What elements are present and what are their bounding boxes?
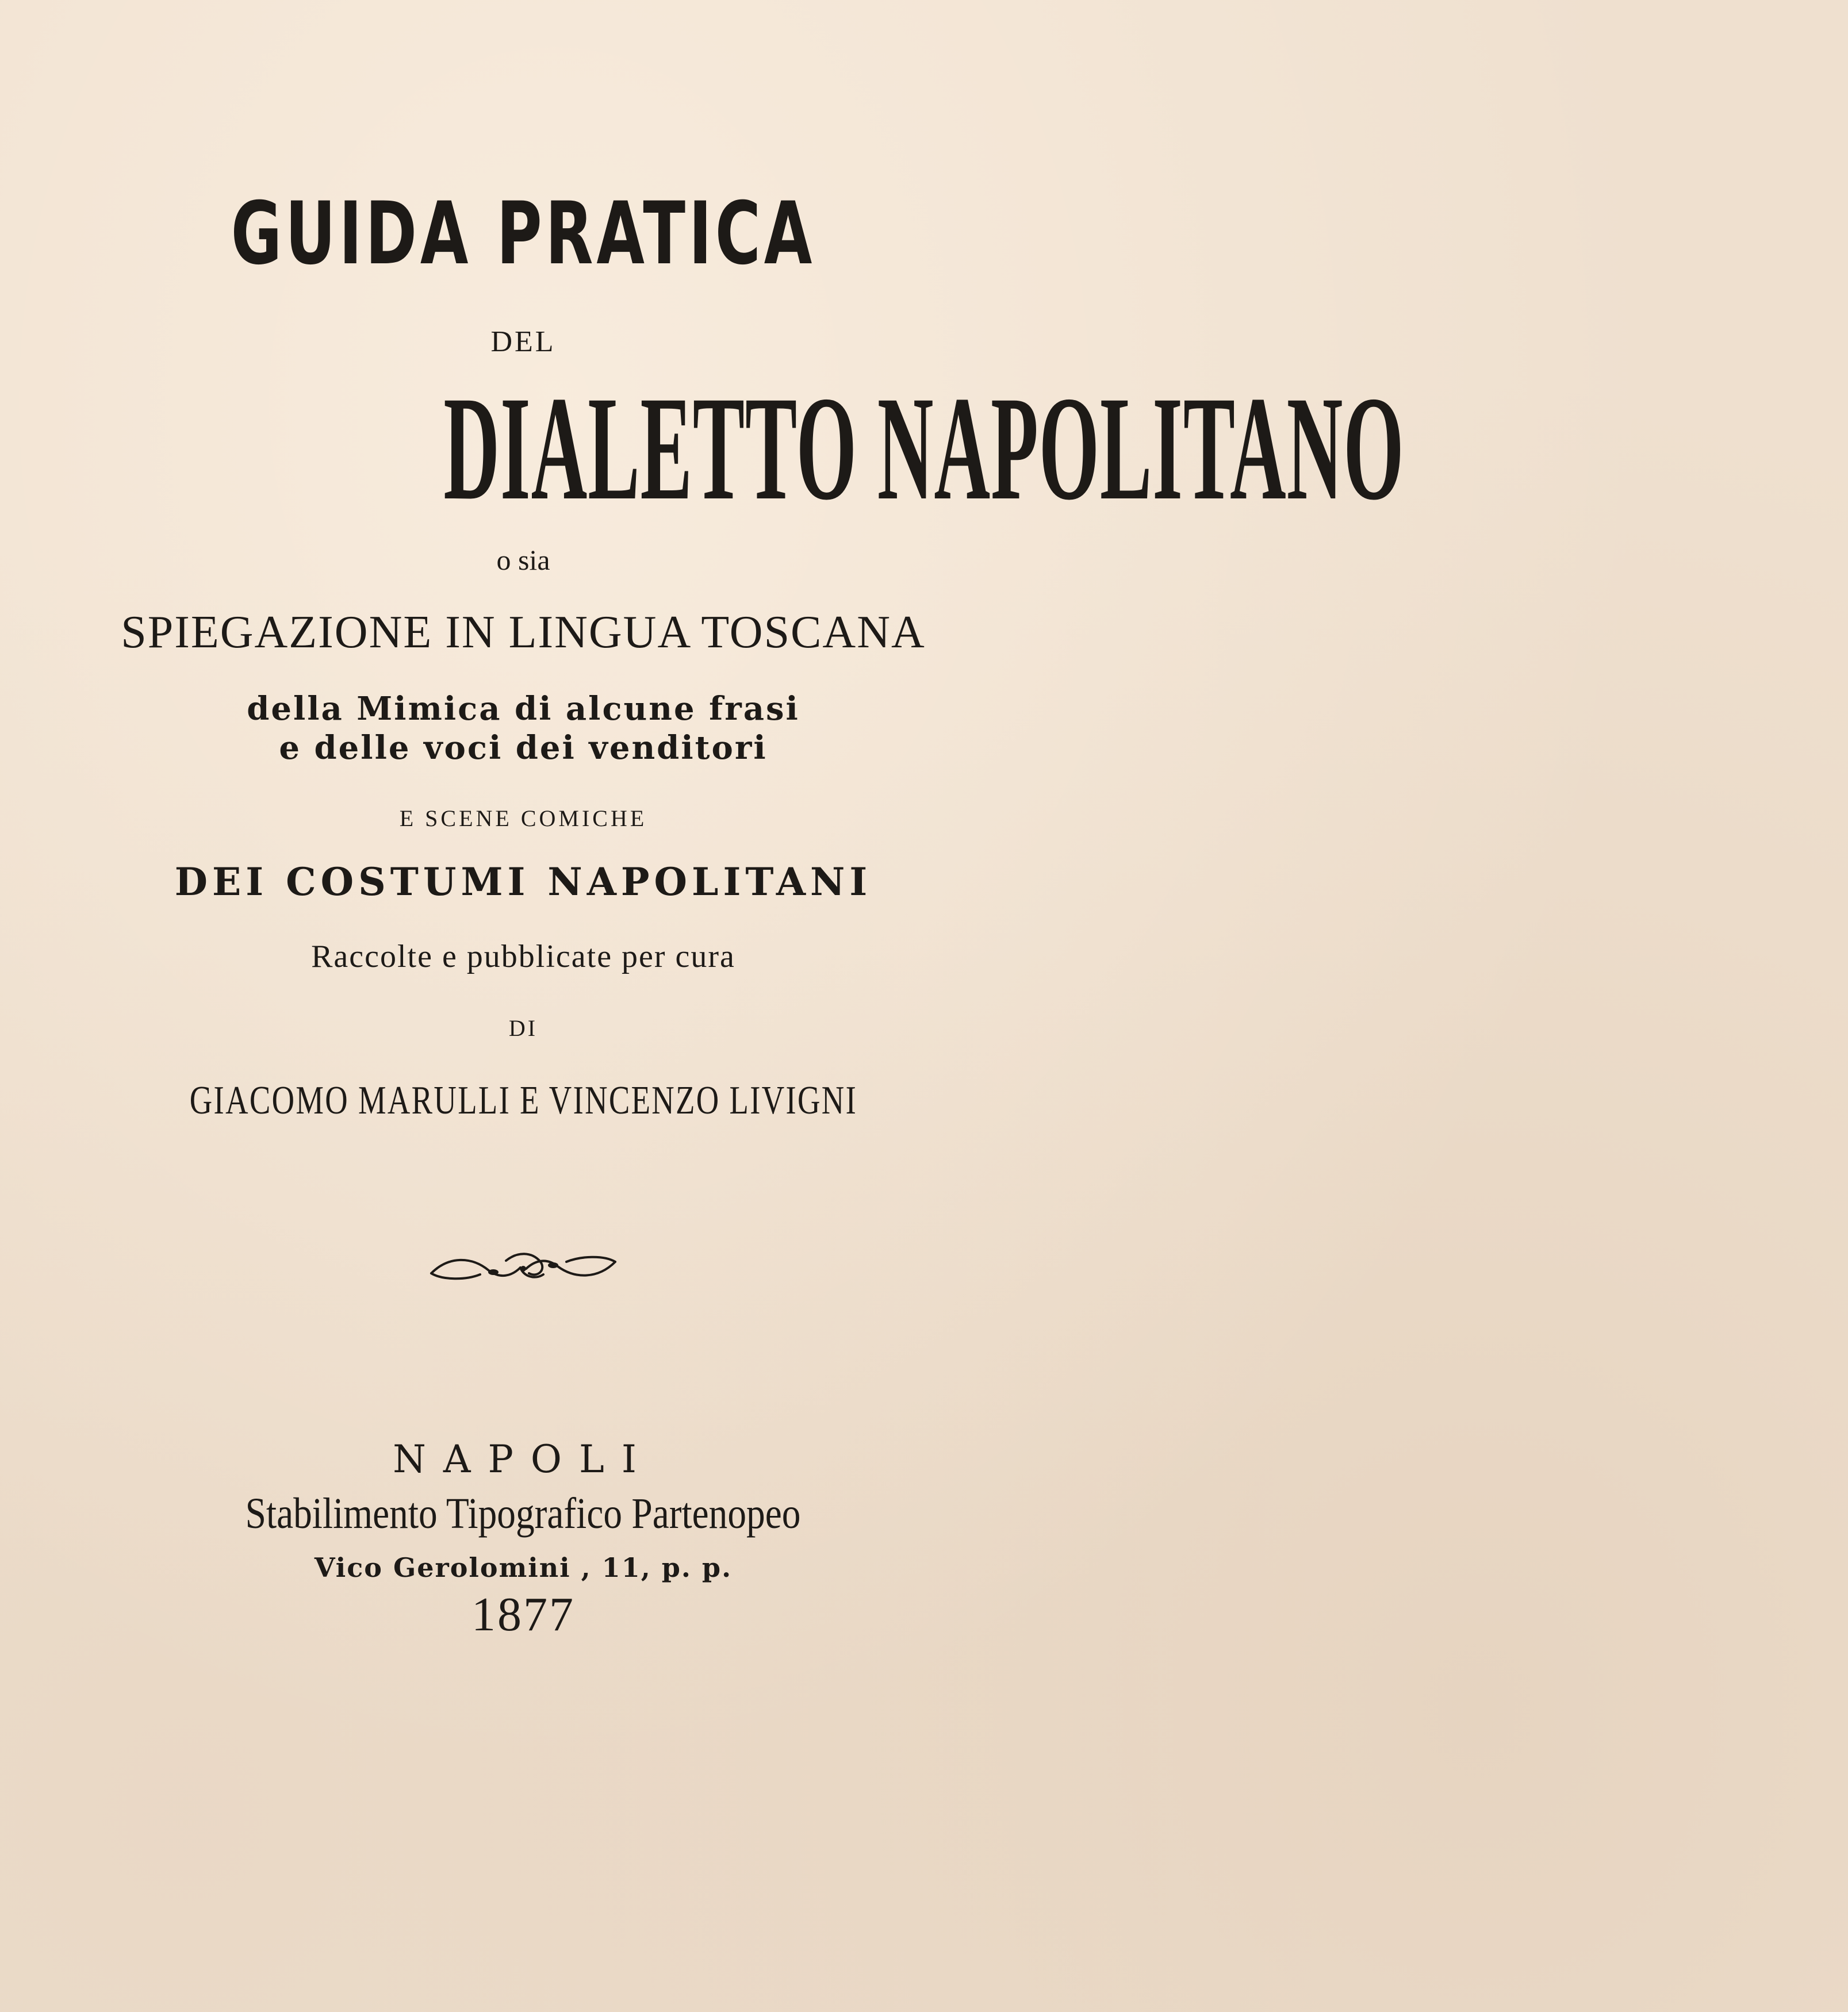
mimica-line-1: [0, 690, 1046, 728]
imprint-address-line: [0, 1552, 1046, 1583]
title-del: DEL: [490, 325, 556, 358]
imprint-city-line: [0, 1437, 1046, 1481]
imprint-year: 1877: [471, 1588, 575, 1641]
imprint-city: NAPOLI: [393, 1437, 654, 1481]
subtitle: SPIEGAZIONE IN LINGUA TOSCANA: [121, 607, 926, 658]
imprint-printer-line: [0, 1489, 1046, 1539]
title-line-2: [0, 366, 1405, 531]
imprint-address: Vico Gerolomini , 11, p. p.: [314, 1552, 733, 1583]
costumi-napolitani: DEI COSTUMI NAPOLITANI: [174, 859, 872, 904]
mimica-text-1: della Mimica di alcune frasi: [247, 690, 800, 728]
mimica-text-2: e delle voci dei venditori: [279, 729, 768, 767]
title-del-line: [0, 325, 1046, 359]
authors-line: [0, 1078, 1046, 1124]
o-sia: o sia: [496, 544, 550, 576]
di-line: [0, 1015, 1046, 1042]
raccolte-line: [0, 938, 1046, 975]
costumi-line: [0, 859, 1046, 904]
title-dialetto-napolitano: DIALETTO NAPOLITANO: [443, 366, 1405, 531]
o-sia-line: [0, 543, 1046, 577]
flourish-ornament-icon: [425, 1245, 621, 1291]
raccolte-text: Raccolte e pubblicate per cura: [311, 939, 735, 974]
imprint-year-line: [0, 1587, 1046, 1642]
di-text: DI: [508, 1015, 538, 1041]
scene-comiche-line: [0, 805, 1046, 832]
authors: GIACOMO MARULLI E VINCENZO LIVIGNI: [189, 1078, 857, 1123]
imprint-printer: Stabilimento Tipografico Partenopeo: [246, 1489, 801, 1538]
scene-comiche: E SCENE COMICHE: [399, 805, 647, 831]
title-guida-pratica: GUIDA PRATICA: [231, 184, 816, 284]
mimica-line-2: [0, 729, 1046, 767]
subtitle-line: [0, 606, 1046, 659]
title-line-1: [0, 184, 1046, 287]
